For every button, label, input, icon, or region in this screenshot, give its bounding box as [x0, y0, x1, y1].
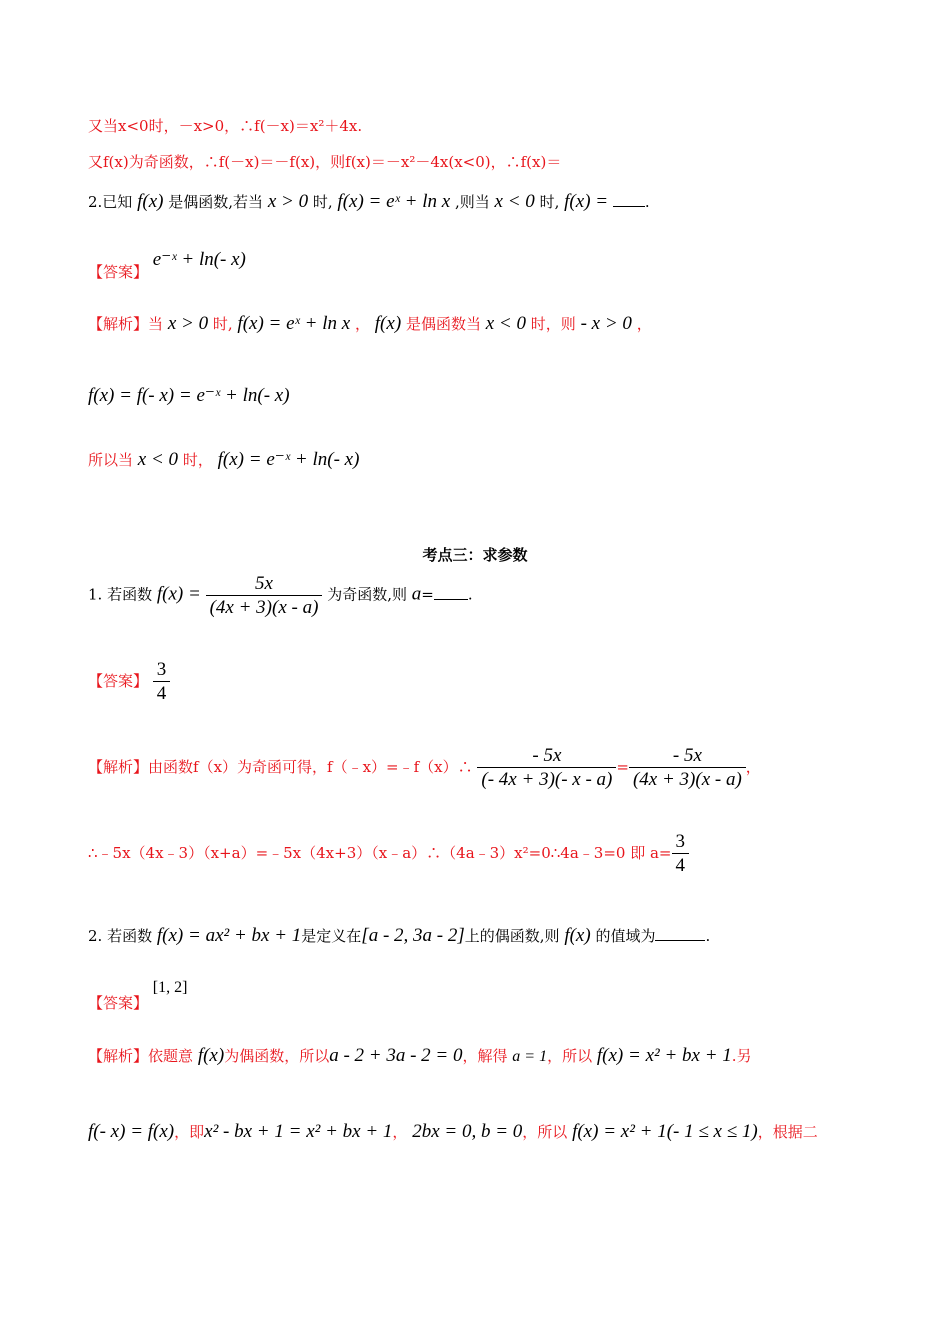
text: 时， [182, 451, 213, 469]
numerator: 3 [153, 660, 171, 682]
text: .另 [731, 1047, 752, 1065]
answer-row [88, 979, 188, 1012]
text: 所以当 [88, 451, 134, 469]
text: 是定义在 [301, 927, 362, 945]
analysis-label: 【解析】 [88, 1047, 149, 1065]
text: 当 [148, 315, 164, 333]
text: ， [636, 315, 652, 333]
analysis-row-2 [88, 832, 689, 875]
math: f(x) = ax² + bx + 1 [156, 925, 302, 946]
math: f(x) = eˣ + ln x [337, 191, 451, 212]
answer-row [88, 249, 246, 281]
conclusion-row [88, 450, 359, 469]
text: . [705, 927, 711, 945]
analysis-label: 【解析】 [88, 315, 149, 333]
math: a [411, 583, 422, 605]
fraction [629, 746, 746, 789]
denominator: (4x + 3)(x - a) [632, 769, 742, 790]
math: f(x) [374, 313, 402, 334]
text: ，根据二 [757, 1123, 818, 1141]
analysis-row-2 [88, 1122, 818, 1141]
text: ， [392, 1123, 408, 1141]
math: f(x) [197, 1045, 225, 1066]
math: x > 0 [167, 313, 209, 334]
answer-value: [1, 2] [152, 979, 188, 996]
text: 是偶函数,若当 [168, 193, 264, 211]
math: f(x) = [564, 191, 609, 212]
analysis-row [88, 1046, 752, 1065]
text: ，所以 [522, 1123, 568, 1141]
prev-line-1: 又当x<0时，－x>0，∴f(－x)＝x²＋4x. [88, 117, 363, 135]
text: ，即 [174, 1123, 205, 1141]
math: f(x) = x² + 1(- 1 ≤ x ≤ 1) [572, 1121, 758, 1142]
text: ， [354, 315, 370, 333]
text: ，解得 [462, 1047, 508, 1065]
math: f(x) = f(- x) = e⁻ˣ + ln(- x) [88, 385, 290, 406]
question-number: 2.已知 [88, 193, 133, 211]
math: f(x) [137, 191, 164, 212]
math: - x > 0 [580, 313, 632, 334]
answer-blank [655, 940, 705, 941]
answer-row [88, 660, 170, 703]
math: x < 0 [485, 313, 526, 334]
numerator: 5x [206, 574, 323, 596]
math: f(- x) = f(x) [88, 1121, 175, 1142]
fraction [206, 574, 323, 617]
analysis-equation [88, 386, 290, 405]
text: 为奇函数,则 [327, 585, 407, 604]
math: x < 0 [494, 191, 535, 212]
analysis-row [88, 746, 761, 789]
analysis-row [88, 314, 652, 333]
text: 由函数f（x）为奇函可得，f（﹣x）=﹣f（x）∴ [148, 758, 473, 776]
text: 的值域为 [595, 927, 656, 945]
question-range [88, 926, 710, 945]
question-number: 1. 若函数 [88, 585, 153, 604]
text: 为偶函数，所以 [224, 1047, 330, 1065]
math: f(x) = x² + bx + 1 [596, 1045, 732, 1066]
question-even-function [88, 192, 650, 211]
text: . [467, 585, 473, 604]
math: f(x) = eˣ + ln x [237, 313, 351, 334]
text: 时, [312, 193, 333, 211]
numerator: - 5x [477, 746, 616, 768]
text: 时，则 [530, 315, 576, 333]
math: 2bx = 0, b = 0 [412, 1121, 523, 1142]
text: 依题意 [148, 1047, 194, 1065]
math: f(x) = [156, 583, 201, 605]
text: 时, [539, 193, 560, 211]
question-number: 2. 若函数 [88, 927, 153, 945]
denominator: 4 [675, 855, 686, 876]
numerator: - 5x [629, 746, 746, 768]
denominator: (4x + 3)(x - a) [209, 597, 319, 618]
math: x < 0 [137, 449, 179, 470]
math: [a - 2, 3a - 2] [361, 925, 465, 946]
numerator: 3 [672, 832, 690, 854]
answer-blank [434, 599, 468, 600]
answer-blank [613, 206, 645, 207]
section-title: 考点三：求参数 [422, 546, 528, 564]
text: ， [745, 758, 761, 776]
math: a - 2 + 3a - 2 = 0 [329, 1045, 463, 1066]
text: 时, [212, 315, 233, 333]
denominator: 4 [156, 683, 167, 704]
analysis-label: 【解析】 [88, 758, 149, 776]
answer-label: 【答案】 [88, 263, 149, 281]
denominator: (- 4x + 3)(- x - a) [481, 769, 613, 790]
math: a = 1 [512, 1048, 548, 1065]
answer-label: 【答案】 [88, 994, 149, 1012]
answer-label: 【答案】 [88, 672, 149, 690]
math: x² - bx + 1 = x² + bx + 1 [204, 1121, 393, 1142]
text: ∴﹣5x（4x﹣3）（x+a）=﹣5x（4x+3）（x﹣a）∴（4a﹣3）x²=0∴4a﹣3=0 即 a= [88, 844, 672, 862]
text: = [421, 585, 434, 604]
text: . [644, 193, 650, 211]
prev-line-2: 又f(x)为奇函数，∴f(－x)＝－f(x)，则f(x)＝－x²－4x(x<0)，∴f(x)＝ [88, 153, 562, 171]
fraction [672, 832, 690, 875]
text: ，所以 [547, 1047, 593, 1065]
math: f(x) = e⁻ˣ + ln(- x) [217, 449, 360, 470]
text: ,则当 [454, 193, 490, 211]
text: = [616, 758, 629, 776]
text: 上的偶函数,则 [464, 927, 560, 945]
fraction [477, 746, 616, 789]
question-odd-function [88, 574, 473, 617]
answer-value: e⁻ˣ + ln(- x) [152, 249, 246, 270]
text: 是偶函数当 [405, 315, 481, 333]
math: x > 0 [267, 191, 309, 212]
math: f(x) [564, 925, 591, 946]
answer-fraction [153, 660, 171, 703]
